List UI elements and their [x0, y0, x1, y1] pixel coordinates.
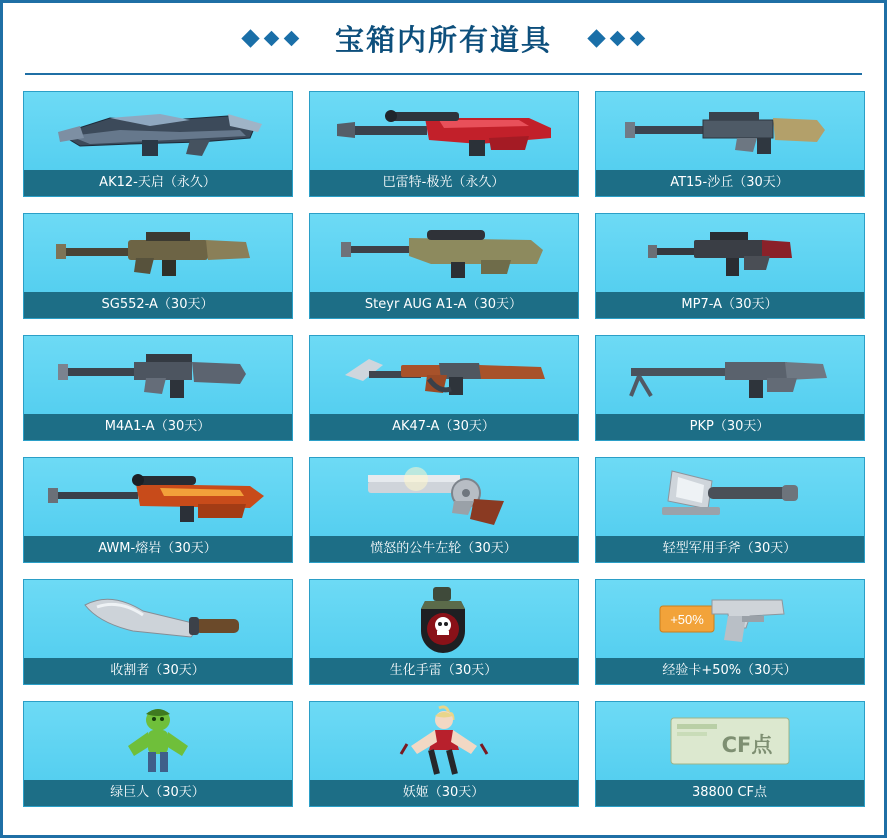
diamond-icon: [241, 29, 259, 47]
item-card[interactable]: [23, 579, 293, 685]
item-art: [24, 336, 292, 414]
item-card[interactable]: [595, 91, 865, 197]
item-art: [596, 92, 864, 170]
item-card[interactable]: [309, 701, 579, 807]
svg-text:+50%: +50%: [670, 612, 704, 627]
item-card[interactable]: [23, 91, 293, 197]
item-card[interactable]: [23, 213, 293, 319]
item-art: [24, 92, 292, 170]
item-card[interactable]: [23, 335, 293, 441]
item-card[interactable]: [309, 579, 579, 685]
item-art: [24, 702, 292, 780]
item-label: 收割者（30天）: [24, 658, 292, 684]
item-card[interactable]: [309, 457, 579, 563]
item-label: MP7-A（30天）: [596, 292, 864, 318]
item-label: 经验卡+50%（30天）: [596, 658, 864, 684]
item-label: 生化手雷（30天）: [310, 658, 578, 684]
character-hulk-icon: [118, 704, 198, 778]
axe-icon: [642, 463, 817, 531]
item-label: 巴雷特-极光（永久）: [310, 170, 578, 196]
revolver-icon: [354, 463, 534, 531]
item-art: [596, 702, 864, 780]
smg-mp7-icon: [640, 224, 820, 282]
svg-text:CF点: CF点: [721, 733, 772, 757]
rifle-aug-icon: [331, 224, 556, 282]
item-art: [24, 580, 292, 658]
rifle-at15-icon: [617, 100, 842, 162]
item-grid: [3, 91, 884, 807]
panel-footer-space: [3, 807, 884, 835]
item-card[interactable]: [595, 335, 865, 441]
diamond-icon: [610, 30, 626, 46]
cf-points-icon: [665, 710, 795, 772]
item-art: [596, 458, 864, 536]
item-art: [24, 214, 292, 292]
diamond-icon: [630, 30, 646, 46]
pistol-exp-card-icon: [642, 584, 817, 654]
mg-pkp-icon: [617, 346, 842, 404]
sniper-barrett-icon: [329, 100, 559, 162]
sniper-awm-icon: [40, 466, 275, 528]
item-label: PKP（30天）: [596, 414, 864, 440]
item-label: 38800 CF点: [596, 780, 864, 806]
machete-icon: [65, 585, 250, 653]
item-art: [596, 580, 864, 658]
item-card[interactable]: [595, 579, 865, 685]
item-art: [310, 702, 578, 780]
item-art: [310, 92, 578, 170]
item-art: [310, 214, 578, 292]
rifle-ak12-icon: [50, 100, 265, 162]
item-label: AT15-沙丘（30天）: [596, 170, 864, 196]
item-label: 愤怒的公牛左轮（30天）: [310, 536, 578, 562]
item-label: 绿巨人（30天）: [24, 780, 292, 806]
item-card[interactable]: [595, 457, 865, 563]
item-art: [310, 458, 578, 536]
panel-header: [3, 3, 884, 73]
item-art: [310, 580, 578, 658]
item-card[interactable]: [309, 335, 579, 441]
diamond-icon: [284, 30, 300, 46]
character-yaoji-icon: [399, 704, 489, 778]
item-card[interactable]: [595, 701, 865, 807]
grenade-icon: [399, 583, 489, 655]
rifle-ak47-icon: [329, 345, 559, 405]
header-divider: [25, 73, 862, 75]
diamond-icon: [587, 29, 605, 47]
item-card[interactable]: [309, 91, 579, 197]
item-label: M4A1-A（30天）: [24, 414, 292, 440]
item-art: [24, 458, 292, 536]
diamond-icon: [264, 30, 280, 46]
rifle-sg552-icon: [50, 224, 265, 282]
item-label: 妖姬（30天）: [310, 780, 578, 806]
item-card[interactable]: [23, 701, 293, 807]
item-card[interactable]: [595, 213, 865, 319]
item-card[interactable]: [309, 213, 579, 319]
right-diamond-decoration: [590, 32, 643, 45]
page-title: 宝箱内所有道具: [334, 22, 552, 57]
item-art: [596, 214, 864, 292]
item-label: AWM-熔岩（30天）: [24, 536, 292, 562]
rifle-m4a1-icon: [50, 346, 265, 404]
item-art: [310, 336, 578, 414]
item-label: SG552-A（30天）: [24, 292, 292, 318]
item-label: AK47-A（30天）: [310, 414, 578, 440]
item-label: 轻型军用手斧（30天）: [596, 536, 864, 562]
item-art: [596, 336, 864, 414]
item-label: AK12-天启（永久）: [24, 170, 292, 196]
item-card[interactable]: [23, 457, 293, 563]
left-diamond-decoration: [244, 32, 297, 45]
item-label: Steyr AUG A1-A（30天）: [310, 292, 578, 318]
